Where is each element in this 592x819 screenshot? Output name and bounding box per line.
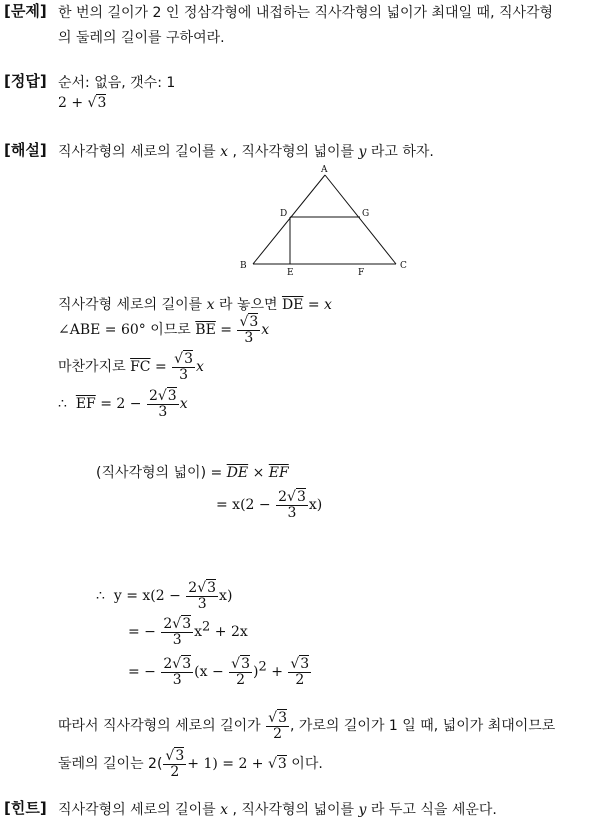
denominator: 2 — [170, 763, 180, 780]
radicand: 3 — [207, 580, 217, 596]
step-2 — [58, 315, 269, 345]
radicand: 3 — [182, 616, 192, 632]
step2-text: 이므로 — [150, 322, 191, 339]
radicand: 3 — [184, 351, 193, 367]
radicand: 3 — [296, 489, 306, 505]
conclusion-line-1 — [58, 711, 555, 741]
vertex-g-label: G — [362, 209, 370, 219]
conc2-a: 둘레의 길이는 2( — [58, 756, 163, 773]
equals: = — [307, 297, 320, 313]
vertex-c-label: C — [400, 261, 407, 271]
denominator: 2 — [236, 671, 246, 688]
fraction-2sqrt3-over-3: $\frac{2√3}{3}$ — [163, 616, 192, 648]
denominator: 3 — [179, 366, 189, 383]
l2-exponent: 2 — [202, 619, 211, 635]
area-rhs-a: = x(2 − — [216, 497, 271, 514]
var-y: y — [358, 144, 367, 160]
denominator: 3 — [244, 329, 254, 346]
vertex-a-label: A — [321, 165, 328, 175]
conc1-b: , 가로의 길이가 1 일 때, 넓이가 최대이므로 — [289, 718, 556, 735]
denominator: 2 — [295, 671, 305, 688]
coefficient: 2 — [188, 580, 198, 596]
radicand: 3 — [278, 710, 287, 726]
equals: = — [220, 322, 232, 339]
answer-label: [정답] — [4, 72, 47, 90]
y-eq-a: y = x(2 − — [113, 588, 181, 605]
answer-value: 2 + √3 — [58, 95, 107, 111]
two-minus: 2 − — [116, 396, 142, 413]
fraction-2sqrt3-over-3: $\frac{2√3}{3}$ — [163, 656, 192, 688]
step3-text: 마찬가지로 — [58, 359, 126, 376]
vertex-d-label: D — [280, 209, 288, 219]
l3-c: ) — [252, 664, 259, 681]
fraction-sqrt3-over-2: $\frac{√3}{2}$ — [290, 656, 310, 688]
segment-be-text: $\overline{BE}$ — [195, 322, 216, 339]
conclusion-line-2: 둘레의 길이는 2( $\frac{√3}{2}$ + 1) = 2 + √3 이다. — [58, 748, 323, 780]
var-x: x — [261, 322, 270, 339]
denominator: 3 — [287, 504, 297, 521]
l3-exponent: 2 — [258, 659, 267, 675]
step-4 — [58, 389, 188, 419]
l2-b: x — [194, 624, 203, 641]
coefficient: 2 — [148, 388, 158, 404]
segment-ef-text: $\overline{EF}$ — [75, 396, 96, 413]
var-x: x — [196, 359, 204, 376]
vertex-b-label: B — [240, 261, 247, 271]
l2-c: + 2x — [214, 624, 248, 641]
area-lhs: (직사각형의 넓이) = — [96, 465, 223, 481]
therefore-symbol: ∴ — [96, 588, 105, 605]
hint-text-a: 직사각형의 세로의 길이를 — [58, 802, 216, 818]
l3-d: + — [271, 664, 283, 681]
segment-de-text: $\overline{DE}$ — [281, 297, 304, 313]
answer-value-radicand: 3 — [97, 95, 107, 111]
l2-a: = − — [128, 624, 156, 641]
denominator: 3 — [197, 595, 207, 612]
radicand: 3 — [241, 656, 250, 672]
step-3 — [58, 352, 204, 382]
denominator: 3 — [158, 403, 168, 420]
hint-label: [힌트] — [4, 799, 47, 817]
fraction-sqrt3-over-2: $\frac{√3}{2}$ — [268, 710, 287, 742]
answer-line: 순서: 없음, 갯수: 1 — [58, 75, 176, 91]
side-ac — [325, 175, 396, 264]
fraction-2sqrt3-over-3: $\frac{2√3}{3}$ — [278, 489, 306, 521]
var-x: x — [324, 297, 332, 313]
fraction-sqrt3-over-3: $\frac{√3}{3}$ — [174, 351, 193, 383]
var-x: x — [220, 802, 229, 818]
conc1-a: 따라서 직사각형의 세로의 길이가 — [58, 718, 261, 735]
y-eq-b: x) — [219, 588, 233, 605]
problem-label: [문제] — [4, 2, 47, 20]
vertex-f-label: F — [358, 268, 365, 278]
side-ab — [253, 175, 325, 264]
answer-value-prefix: 2 + — [58, 95, 88, 111]
problem-line-2: 의 둘레의 길이를 구하여라. — [58, 30, 225, 46]
equals: = — [100, 396, 112, 413]
segment-de-italic: $\overline{DE}$ — [226, 465, 249, 481]
step1-text-a: 직사각형 세로의 길이를 — [58, 297, 203, 313]
intro-text-b: , 직사각형의 넓이를 — [232, 144, 355, 160]
denominator: 3 — [172, 631, 182, 648]
coefficient: 2 — [163, 656, 173, 672]
var-x: x — [179, 396, 188, 413]
equals: = — [154, 359, 167, 376]
segment-fc-text: $\overline{FC}$ — [130, 359, 151, 376]
vertex-e-label: E — [287, 268, 294, 278]
fraction-2sqrt3-over-3: $\frac{2√3}{3}$ — [148, 388, 177, 420]
var-y: y — [358, 802, 367, 818]
y-line-2 — [128, 617, 248, 647]
hint-line — [58, 799, 497, 819]
radicand: 3 — [167, 388, 177, 404]
denominator: 3 — [172, 671, 182, 688]
radicand: 3 — [182, 656, 192, 672]
radicand: 3 — [175, 748, 185, 764]
var-x: x — [206, 297, 215, 313]
denominator: 2 — [273, 725, 283, 742]
var-x: x — [220, 144, 229, 160]
times-symbol: × — [252, 465, 265, 481]
fraction-sqrt3-over-2: $\frac{√3}{2}$ — [165, 748, 185, 780]
solution-intro — [58, 141, 434, 161]
step1-text-b: 라 놓으면 — [218, 297, 278, 313]
radicand: 3 — [277, 756, 287, 773]
coefficient: 2 — [163, 616, 173, 632]
y-line-3 — [128, 657, 312, 687]
hint-text-b: , 직사각형의 넓이를 — [232, 802, 355, 818]
l3-a: = − — [128, 664, 156, 681]
conc2-b: + 1) = 2 + — [187, 756, 264, 773]
therefore-symbol: ∴ — [58, 396, 67, 413]
segment-ef-italic: $\overline{EF}$ — [268, 465, 289, 481]
radicand: 3 — [249, 314, 259, 330]
problem-line-1: 한 번의 길이가 2 인 정삼각형에 내접하는 직사각형의 넓이가 최대일 때, 직사각형 — [58, 5, 554, 21]
solution-label: [해설] — [4, 141, 47, 159]
l3-b: (x − — [194, 664, 224, 681]
fraction-2sqrt3-over-3: $\frac{2√3}{3}$ — [188, 580, 217, 612]
conc2-c: 이다. — [291, 756, 323, 773]
step-1 — [58, 294, 332, 314]
area-rhs-b: x) — [308, 497, 323, 514]
radicand: 3 — [300, 656, 310, 672]
intro-text-c: 라고 하자. — [370, 144, 434, 160]
area-expression — [96, 462, 289, 482]
intro-text-a: 직사각형의 세로의 길이를 — [58, 144, 216, 160]
coefficient: 2 — [278, 489, 288, 505]
area-rhs — [216, 490, 322, 520]
fraction-sqrt3-over-2: $\frac{√3}{2}$ — [231, 656, 250, 688]
hint-text-c: 라 두고 식을 세운다. — [370, 802, 497, 818]
fraction-sqrt3-over-3: $\frac{√3}{3}$ — [239, 314, 259, 346]
triangle-figure — [236, 160, 416, 280]
y-line-1 — [96, 581, 232, 611]
angle-abe: ∠ABE = 60° — [58, 322, 146, 339]
